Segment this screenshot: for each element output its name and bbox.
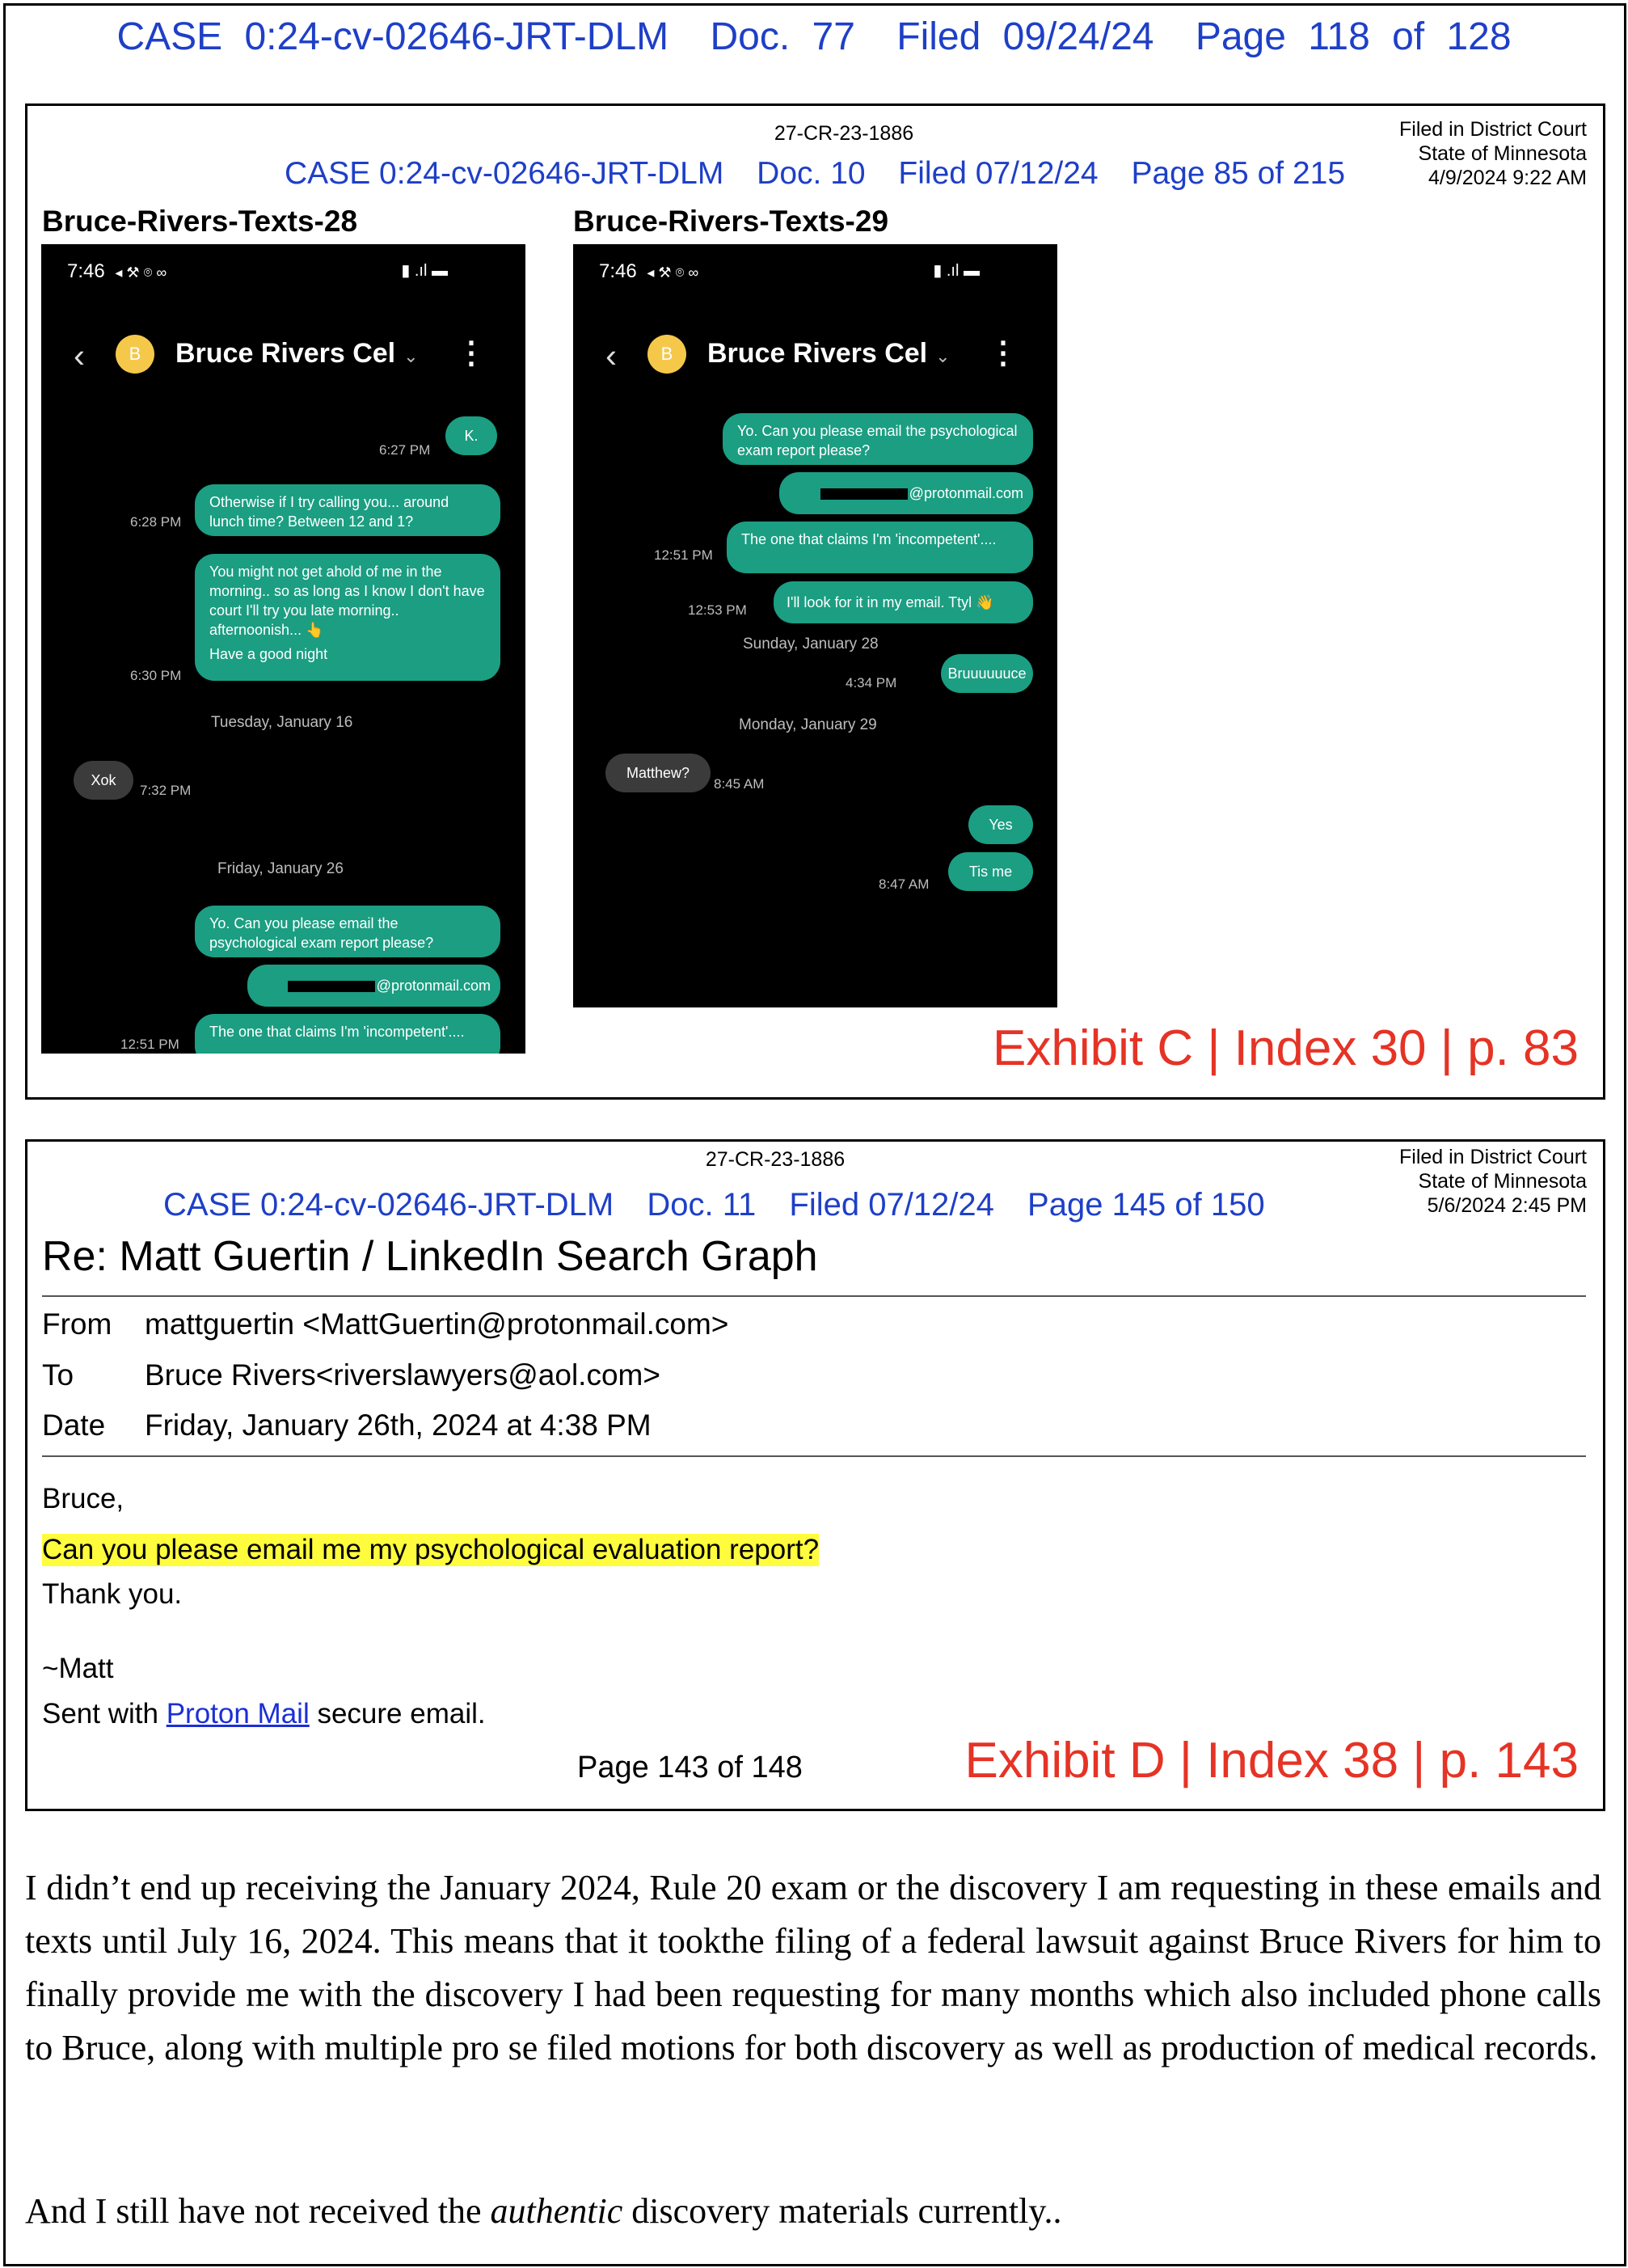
message-time: 6:30 PM <box>130 668 182 683</box>
message-bubble: Tis me <box>948 852 1033 891</box>
stamp-line-1: Filed in District Court <box>1399 118 1587 141</box>
message-time: 4:34 PM <box>846 675 897 691</box>
status-bar <box>599 260 698 283</box>
phone-screenshot-left <box>41 244 525 1054</box>
message-text: @protonmail.com <box>376 978 491 994</box>
email-greeting: Bruce, <box>42 1483 124 1514</box>
status-bar <box>67 260 167 283</box>
exhibit-d-panel <box>25 1139 1605 1811</box>
message-bubble <box>247 965 500 1007</box>
date-separator: Monday, January 29 <box>739 716 877 733</box>
contact-name[interactable] <box>175 338 419 370</box>
divider <box>42 1455 1586 1457</box>
inner-doc-number: Doc. 10 <box>757 156 866 191</box>
stamp-line-2: State of Minnesota <box>1418 142 1587 165</box>
message-bubble: The one that claims I'm 'incompetent'.... <box>727 522 1033 573</box>
back-arrow-icon[interactable]: ‹ <box>605 336 617 374</box>
footer-prefix: Sent with <box>42 1698 167 1730</box>
avatar: B <box>116 335 154 374</box>
message-bubble: I'll look for it in my email. Ttyl 👋 <box>774 581 1033 623</box>
stamp-line-3: 4/9/2024 9:22 AM <box>1428 167 1587 189</box>
date-value: Friday, January 26th, 2024 at 4:38 PM <box>145 1409 652 1442</box>
contact-name-text: Bruce Rivers Cel <box>707 338 928 369</box>
chevron-down-icon: ⌄ <box>935 346 951 366</box>
message-time: 7:32 PM <box>140 783 192 798</box>
inner-case-number: CASE 0:24-cv-02646-JRT-DLM <box>163 1187 614 1223</box>
para2-before: And I still have not received the <box>25 2191 491 2231</box>
message-bubble: K. <box>445 416 497 455</box>
body-paragraph-2 <box>25 2185 1601 2238</box>
court-filing-stamp <box>1263 1145 1587 1218</box>
inner-page-number: Page 145 of 150 <box>1027 1187 1265 1223</box>
redaction-bar <box>820 488 908 500</box>
message-bubble: Bruuuuuuce <box>941 654 1033 693</box>
para2-emphasis: authentic <box>490 2191 623 2231</box>
outer-case-number: CASE 0:24-cv-02646-JRT-DLM <box>116 15 669 58</box>
email-subject: Re: Matt Guertin / LinkedIn Search Graph <box>42 1233 818 1280</box>
status-time: 7:46 <box>67 260 105 282</box>
message-time: 6:27 PM <box>379 442 431 458</box>
date-label: Date <box>42 1409 106 1442</box>
inner-doc-number: Doc. 11 <box>647 1187 757 1223</box>
message-time: 6:28 PM <box>130 514 182 530</box>
inner-page-number: Page 143 of 148 <box>577 1751 803 1784</box>
state-case-number: 27-CR-23-1886 <box>705 1148 846 1171</box>
outer-doc-number: Doc. 77 <box>710 15 855 58</box>
date-separator: Friday, January 26 <box>217 860 344 877</box>
message-time: 8:47 AM <box>879 876 930 892</box>
state-case-number: 27-CR-23-1886 <box>774 122 914 145</box>
exhibit-c-panel <box>25 103 1605 1100</box>
footer-suffix: secure email. <box>309 1698 486 1730</box>
more-options-icon[interactable]: ⋮ <box>988 336 1019 370</box>
exhibit-c-label: Exhibit C | Index 30 | p. 83 <box>993 1020 1579 1076</box>
stamp-line-3: 5/6/2024 2:45 PM <box>1427 1194 1587 1217</box>
para2-after: discovery materials currently.. <box>622 2191 1062 2231</box>
message-time: 12:53 PM <box>688 602 747 618</box>
inner-filed-date: Filed 07/12/24 <box>898 156 1099 191</box>
signal-battery-icon: ▮ .ıl ▬ <box>401 262 448 280</box>
to-value: Bruce Rivers<riverslawyers@aol.com> <box>145 1358 660 1392</box>
avatar: B <box>647 335 686 374</box>
body-paragraph-1: I didn’t end up receiving the January 2024, Rule 20 exam or the discovery I am requesting in these emails and texts until July 16, 2024. This means that it tookthe filing of a federal lawsuit against Bruce Rivers for him to finally provide me with the discovery I had been requesting for many months which also included phone calls to Bruce, along with multiple pro se filed motions for both discovery as well as production of medical records. <box>25 1868 1601 2067</box>
date-separator: Tuesday, January 16 <box>211 714 353 731</box>
from-label: From <box>42 1307 112 1341</box>
email-thanks: Thank you. <box>42 1578 183 1610</box>
outer-filed-date: Filed 09/24/24 <box>896 15 1154 58</box>
chevron-down-icon: ⌄ <box>403 346 419 366</box>
contact-name-text: Bruce Rivers Cel <box>175 338 396 369</box>
from-value: mattguertin <MattGuertin@protonmail.com> <box>145 1307 729 1341</box>
inner-filing-header <box>285 156 1369 192</box>
message-time: 12:51 PM <box>654 547 713 563</box>
more-options-icon[interactable]: ⋮ <box>456 336 487 370</box>
screenshot-label-left: Bruce-Rivers-Texts-28 <box>42 205 358 238</box>
highlighted-request: Can you please email me my psychological evaluation report? <box>42 1534 820 1565</box>
message-bubble: Yes <box>968 805 1033 844</box>
proton-mail-link[interactable]: Proton Mail <box>166 1698 310 1730</box>
signal-battery-icon: ▮ .ıl ▬ <box>933 262 980 280</box>
status-time: 7:46 <box>599 260 637 282</box>
status-icons: ◂ ⚒ ⌾ ∞ <box>115 264 167 281</box>
outer-page-number: Page 118 of 128 <box>1195 15 1512 58</box>
message-bubble <box>779 472 1033 514</box>
email-footer <box>42 1698 486 1730</box>
message-time: 8:45 AM <box>714 776 765 792</box>
date-separator: Sunday, January 28 <box>743 636 879 653</box>
inner-case-number: CASE 0:24-cv-02646-JRT-DLM <box>285 156 724 191</box>
contact-name[interactable] <box>707 338 951 370</box>
screenshot-label-right: Bruce-Rivers-Texts-29 <box>573 205 889 238</box>
inner-filing-header <box>163 1187 1289 1223</box>
divider <box>42 1295 1586 1297</box>
status-icons: ◂ ⚒ ⌾ ∞ <box>647 264 699 281</box>
stamp-line-2: State of Minnesota <box>1418 1170 1587 1193</box>
inner-page-number: Page 85 of 215 <box>1131 156 1346 191</box>
message-text: Have a good night <box>209 646 328 662</box>
message-bubble: Otherwise if I try calling you... around lunch time? Between 12 and 1? <box>195 484 500 536</box>
to-label: To <box>42 1358 74 1392</box>
message-bubble: Yo. Can you please email the psychological exam report please? <box>195 906 500 957</box>
message-text: @protonmail.com <box>909 485 1023 501</box>
message-bubble: The one that claims I'm 'incompetent'.... <box>195 1014 500 1054</box>
message-bubble <box>195 554 500 681</box>
message-text: You might not get ahold of me in the morning.. so as long as I know I don't have court I'll try you late morning.. afternoonish... 👆 <box>209 564 485 638</box>
phone-screenshot-right <box>573 244 1057 1007</box>
inner-filed-date: Filed 07/12/24 <box>789 1187 994 1223</box>
stamp-line-1: Filed in District Court <box>1399 1146 1587 1168</box>
message-bubble-incoming: Matthew? <box>605 754 711 792</box>
message-bubble-incoming: Xok <box>74 761 133 800</box>
message-bubble: Yo. Can you please email the psychological exam report please? <box>723 413 1033 465</box>
email-signoff: ~Matt <box>42 1653 114 1684</box>
exhibit-d-label: Exhibit D | Index 38 | p. 143 <box>964 1733 1579 1789</box>
back-arrow-icon[interactable]: ‹ <box>74 336 85 374</box>
outer-filing-header <box>0 15 1628 59</box>
message-time: 12:51 PM <box>120 1037 179 1052</box>
redaction-bar <box>288 981 375 992</box>
